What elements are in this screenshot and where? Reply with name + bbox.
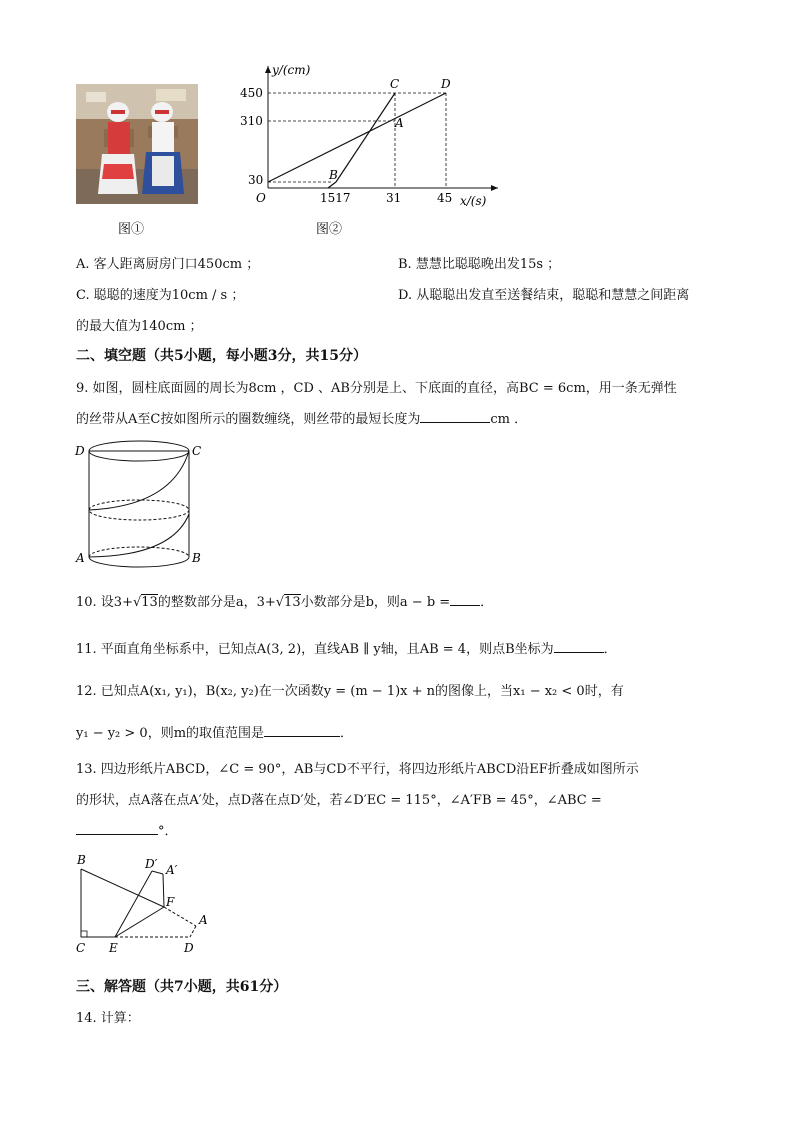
q13-line3 bbox=[76, 820, 178, 839]
cylinder-figure bbox=[72, 436, 212, 568]
q9-line1: 9. 如图，圆柱底面圆的周长为8cm ，CD 、AB分别是上、下底面的直径，高BC = 6cm，用一条无弹性 bbox=[76, 381, 677, 396]
label-d: D bbox=[75, 444, 85, 458]
q9-line2 bbox=[76, 408, 527, 427]
sqrt-symbol-2: √ bbox=[275, 595, 285, 610]
x-axis-label: x/(s) bbox=[460, 194, 487, 208]
answer-blank bbox=[76, 822, 158, 835]
x-tick-45: 45 bbox=[437, 191, 453, 205]
robot-photo-drawing bbox=[76, 84, 198, 204]
figure1-caption: 图① bbox=[118, 222, 145, 237]
label-d-prime: D′ bbox=[145, 857, 158, 871]
sqrt-symbol: √ bbox=[132, 595, 142, 610]
section-title-fill-in: 二、填空题（共5小题，每小题3分，共15分） bbox=[76, 348, 367, 364]
q10-radicand2: 13 bbox=[284, 595, 301, 610]
q12-line2-text: y₁ − y₂ > 0，则m的取值范围是 bbox=[76, 726, 265, 741]
option-d-line2: 的最大值为140cm ； bbox=[76, 319, 203, 334]
folded-quadrilateral-figure bbox=[70, 850, 220, 958]
label-a-prime: A′ bbox=[166, 863, 178, 877]
point-a-label: A bbox=[395, 116, 404, 130]
option-a: A. 客人距离厨房门口450cm ； bbox=[76, 257, 260, 272]
q10-radicand1: 13 bbox=[141, 595, 158, 610]
q13-line2: 的形状，点A落在点A′处，点D落在点D′处，若∠D′EC = 115°，∠A′FB = 45°，∠ABC = bbox=[76, 793, 602, 808]
option-d-line1: D. 从聪聪出发直至送餐结束，聪聪和慧慧之间距离 bbox=[398, 288, 690, 303]
q11 bbox=[76, 638, 617, 657]
q12-line2 bbox=[76, 722, 353, 741]
option-b: B. 慧慧比聪聪晚出发15s ； bbox=[398, 257, 561, 272]
q11-end: ． bbox=[603, 642, 617, 657]
q10-part3: 小数部分是b，则a − b = bbox=[300, 595, 451, 610]
y-tick-30: 30 bbox=[248, 173, 264, 187]
label-b: B bbox=[192, 551, 201, 565]
y-tick-450: 450 bbox=[240, 86, 263, 100]
point-d-label: D bbox=[441, 77, 451, 91]
label-c: C bbox=[192, 444, 202, 458]
q10-part2: 的整数部分是a，3+ bbox=[157, 595, 276, 610]
point-c-label: C bbox=[390, 77, 400, 91]
q9-line2-text: 的丝带从A至C按如图所示的圈数缠绕，则丝带的最短长度为 bbox=[76, 412, 421, 427]
option-c: C. 聪聪的速度为10cm / s ； bbox=[76, 288, 245, 303]
figure2-caption: 图② bbox=[316, 222, 343, 237]
q12-end: ． bbox=[340, 726, 354, 741]
answer-blank bbox=[450, 593, 480, 606]
section-title-solutions: 三、解答题（共7小题，共61分） bbox=[76, 979, 288, 995]
x-tick-1517: 1517 bbox=[320, 191, 351, 205]
q10-end: ． bbox=[480, 595, 494, 610]
robot-photo bbox=[76, 84, 198, 204]
q9-unit: cm ． bbox=[490, 412, 528, 427]
series-line-bc2 bbox=[336, 93, 395, 182]
distance-time-graph bbox=[240, 60, 510, 216]
y-tick-310: 310 bbox=[240, 114, 263, 128]
y-axis-label: y/(cm) bbox=[272, 63, 311, 77]
point-b-label: B bbox=[329, 168, 338, 182]
answer-blank bbox=[554, 640, 604, 653]
q14: 14. 计算： bbox=[76, 1011, 140, 1026]
q13-line1: 13. 四边形纸片ABCD，∠C = 90°，AB与CD不平行，将四边形纸片ABCD沿EF折叠成如图所示 bbox=[76, 762, 639, 777]
label-b: B bbox=[77, 853, 86, 867]
answer-blank bbox=[420, 410, 490, 423]
q10 bbox=[76, 591, 493, 610]
label-d: D bbox=[184, 941, 194, 955]
answer-blank bbox=[264, 724, 340, 737]
series-line-od bbox=[268, 93, 446, 182]
label-e: E bbox=[109, 941, 118, 955]
q12-line1: 12. 已知点A(x₁, y₁)，B(x₂, y₂)在一次函数y = (m − 1)x + n的图像上，当x₁ − x₂ < 0时，有 bbox=[76, 684, 624, 699]
origin-label: O bbox=[256, 191, 266, 205]
label-a: A bbox=[199, 913, 208, 927]
x-tick-31: 31 bbox=[386, 191, 402, 205]
q11-text: 11. 平面直角坐标系中，已知点A(3, 2)，直线AB ∥ y轴，且AB = 4，则点B坐标为 bbox=[76, 642, 554, 657]
label-f: F bbox=[166, 895, 175, 909]
q10-part1: 10. 设3+ bbox=[76, 595, 133, 610]
label-a: A bbox=[76, 551, 85, 565]
label-c: C bbox=[76, 941, 86, 955]
series-line-bc bbox=[328, 182, 336, 188]
q13-end: °． bbox=[158, 824, 178, 839]
